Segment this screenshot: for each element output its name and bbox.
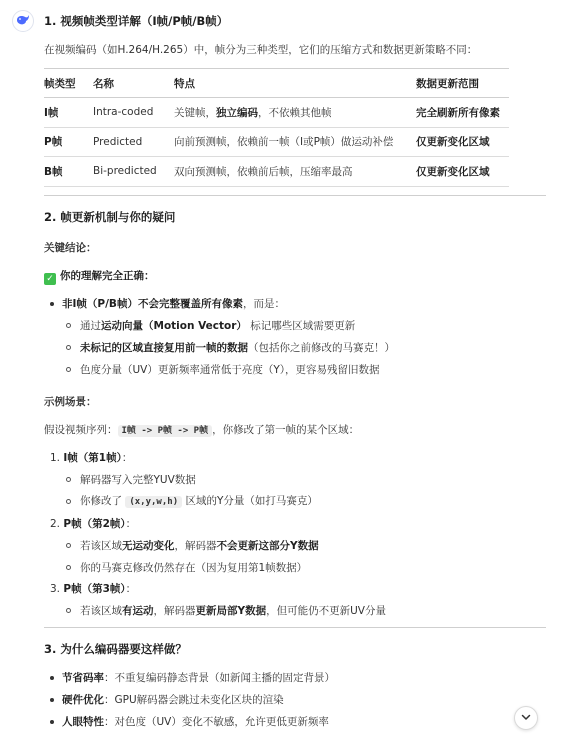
- list-item: 若该区域有运动，解码器更新局部Y数据，但可能仍不更新UV分量: [80, 605, 386, 617]
- scroll-to-bottom-button[interactable]: [514, 706, 538, 730]
- bullet: [50, 698, 54, 702]
- list-item: 解码器写入完整YUV数据: [80, 474, 196, 486]
- table-cell: B帧: [44, 157, 93, 187]
- section-1-title: 1. 视频帧类型详解（I帧/P帧/B帧）: [44, 14, 229, 28]
- sub-bullet: [66, 367, 71, 372]
- table-header: 帧类型: [44, 69, 93, 98]
- table-cell: Bi-predicted: [93, 157, 174, 187]
- inline-code: (x,y,w,h): [125, 496, 182, 508]
- numbered-item: 2. P帧（第2帧）：: [50, 518, 137, 530]
- confirm-line: ✓ 你的理解完全正确：: [44, 268, 155, 285]
- whale-logo-icon: [16, 14, 30, 29]
- table-row: [44, 127, 509, 157]
- table-cell: 关键帧，独立编码，不依赖其他帧: [174, 98, 416, 128]
- list-item: 若该区域无运动变化，解码器不会更新这部分Y数据: [80, 540, 319, 552]
- bullet: [50, 720, 54, 724]
- assistant-avatar: [12, 10, 34, 32]
- table-row: [44, 157, 509, 187]
- chevron-down-icon: [520, 711, 532, 726]
- table-header-row: [44, 69, 509, 98]
- list-item: 非I帧（P/B帧）不会完整覆盖所有像素，而是：: [62, 298, 285, 310]
- list-item: 你的马赛克修改仍然存在（因为复用第1帧数据）: [80, 562, 308, 574]
- table-header: 名称: [93, 69, 174, 98]
- table-header: 特点: [174, 69, 416, 98]
- sub-bullet: [66, 323, 71, 328]
- section-2-title: 2. 帧更新机制与你的疑问: [44, 210, 176, 224]
- checkmark-icon: ✓: [44, 273, 56, 285]
- section-1-intro: 在视频编码（如H.264/H.265）中，帧分为三种类型，它们的压缩方式和数据更新策略不同：: [44, 44, 478, 56]
- list-item: 色度分量（UV）更新频率通常低于亮度（Y），更容易残留旧数据: [80, 364, 380, 376]
- sub-bullet: [66, 477, 71, 482]
- table-cell: I帧: [44, 98, 93, 128]
- table-cell: P帧: [44, 127, 93, 157]
- table-cell: 向前预测帧，依赖前一帧（I或P帧）做运动补偿: [174, 127, 416, 157]
- table-cell: 完全刷新所有像素: [416, 98, 509, 128]
- key-conclusion-label: 关键结论：: [44, 242, 97, 254]
- list-item: 你修改了 (x,y,w,h) 区域的Y分量（如打马赛克）: [80, 495, 318, 507]
- inline-code: I帧 -> P帧 -> P帧: [118, 425, 213, 437]
- table-row: [44, 98, 509, 128]
- list-item: 节省码率：不重复编码静态背景（如新闻主播的固定背景）: [62, 672, 335, 684]
- frame-types-table: [44, 68, 509, 187]
- table-cell: 双向预测帧，依赖前后帧，压缩率最高: [174, 157, 416, 187]
- list-item: 硬件优化：GPU解码器会跳过未变化区块的渲染: [62, 694, 284, 706]
- list-item: 通过运动向量（Motion Vector） 标记哪些区域需要更新: [80, 320, 356, 332]
- sub-bullet: [66, 565, 71, 570]
- table-cell: 仅更新变化区域: [416, 157, 509, 187]
- numbered-item: 1. I帧（第1帧）：: [50, 452, 133, 464]
- table-header: 数据更新范围: [416, 69, 509, 98]
- divider: [44, 195, 546, 196]
- divider: [44, 627, 546, 628]
- section-3-title: 3. 为什么编码器要这样做？: [44, 642, 187, 656]
- table-cell: Intra-coded: [93, 98, 174, 128]
- bullet: [50, 302, 54, 306]
- list-item: 人眼特性：对色度（UV）变化不敏感，允许更低更新频率: [62, 716, 329, 728]
- table-cell: 仅更新变化区域: [416, 127, 509, 157]
- sub-bullet: [66, 608, 71, 613]
- sub-bullet: [66, 345, 71, 350]
- example-intro: 假设视频序列： I帧 -> P帧 -> P帧 ，你修改了第一帧的某个区域：: [44, 424, 360, 436]
- numbered-item: 3. P帧（第3帧）：: [50, 583, 137, 595]
- table-cell: Predicted: [93, 127, 174, 157]
- list-item: 未标记的区域直接复用前一帧的数据（包括你之前修改的马赛克！）: [80, 342, 395, 354]
- sub-bullet: [66, 499, 71, 504]
- bullet: [50, 676, 54, 680]
- sub-bullet: [66, 543, 71, 548]
- example-label: 示例场景：: [44, 396, 97, 408]
